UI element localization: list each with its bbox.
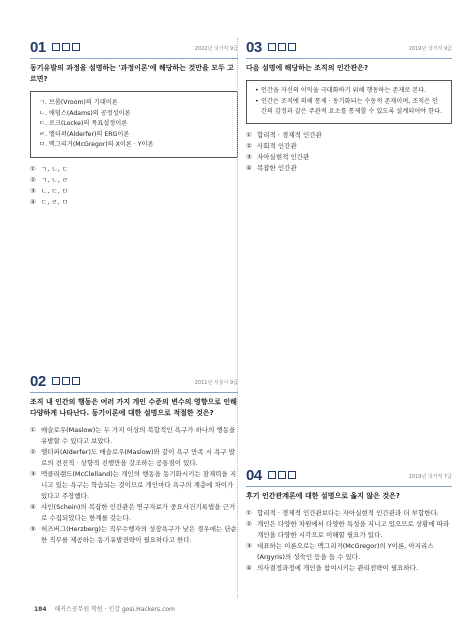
option-number: ④: [30, 197, 36, 206]
option[interactable]: [30, 469, 238, 502]
question-header: [246, 466, 452, 487]
question-number: 04: [246, 467, 262, 484]
option[interactable]: [30, 447, 238, 469]
page-number: 184: [34, 606, 47, 613]
option-number: ③: [246, 542, 252, 550]
choice-box: [30, 91, 238, 158]
option-number: ④: [246, 163, 252, 172]
question-text: 다음 설명에 해당하는 조직의 인간관은?: [246, 64, 369, 72]
option-text: 합리적 · 경제적 인간관: [257, 130, 322, 139]
footer-text: 해커스공무원 학원 · 인강 gosi.Hackers.com: [54, 606, 175, 613]
checkbox-marks: [52, 43, 80, 51]
question-02: [30, 372, 238, 546]
option-number: ③: [30, 186, 36, 195]
option-number: ③: [246, 152, 252, 161]
option[interactable]: [246, 563, 452, 574]
option[interactable]: [30, 425, 238, 447]
option-number: ②: [30, 175, 36, 184]
question-number: 03: [246, 39, 262, 56]
option-number: ④: [246, 564, 252, 572]
question-04: [246, 466, 452, 574]
option[interactable]: [246, 508, 452, 519]
question-source: 2011년 서울시 9급: [194, 380, 238, 386]
description-box: [246, 80, 452, 124]
question-header: [30, 372, 238, 393]
bullet-text: 인간을 자신의 이익을 극대화하기 위해 행동하는 존재로 본다.: [261, 87, 427, 94]
box-item: ㄴ. 애덤스(Adams)의 공정성이론: [39, 109, 131, 117]
options: [246, 508, 452, 574]
question-source: 2019년 국가직 9급: [408, 46, 452, 52]
option[interactable]: [30, 197, 238, 208]
page-footer: [34, 604, 175, 613]
box-item: ㅁ. 맥그리거(McGregor)의 X이론 · Y이론: [39, 141, 154, 148]
option-text: 의사결정과정에 개인을 참여시키는 관리전략이 필요하다.: [257, 564, 419, 572]
option-number: ②: [246, 141, 252, 150]
box-item: ㄱ. 브룸(Vroom)의 기대이론: [39, 99, 118, 106]
option-text: 사회적 인간관: [257, 141, 297, 150]
checkbox-marks: [268, 471, 296, 479]
option-text: ㄱ, ㄴ, ㄷ: [41, 164, 69, 173]
option[interactable]: [246, 519, 452, 541]
option-number: ④: [30, 503, 36, 511]
option-text: 매슬로우(Maslow)는 두 가지 이상의 복합적인 욕구가 하나의 행동을 유발할 수 있다고 보았다.: [41, 426, 236, 445]
bullet-item: • 인간을 자신의 이익을 극대화하기 위해 행동하는 존재로 본다.: [255, 86, 443, 97]
option-text: 맥클리랜드(McClelland)는 개인의 행동을 동기화시키는 잠재력을 지니고 있는 욕구는 학습되는 것이므로 개인마다 욕구의 계층에 차이가 있다고 주장했다.: [41, 470, 237, 500]
option[interactable]: [246, 541, 452, 563]
option-number: ②: [246, 520, 252, 528]
option[interactable]: [246, 130, 452, 141]
option-text: 앨더퍼(Alderfer)도 매슬로우(Maslow)와 같이 욕구 만족 시 욕구 발로의 전진적 · 상향적 진행만을 강조하는 공통점이 있다.: [41, 448, 235, 467]
question-01: [30, 38, 238, 208]
option[interactable]: [246, 163, 452, 174]
question-header: [246, 38, 452, 59]
question-number: 01: [30, 39, 46, 56]
option-number: ②: [30, 448, 36, 456]
option-text: 허즈버그(Herzberg)는 직무수행자의 성장욕구가 낮은 경우에는 단순한 직무를 제공하는 동기유발전략이 필요하다고 한다.: [41, 525, 237, 544]
option-text: 개인은 다양한 차원에서 다양한 특성을 지니고 있으므로 상황에 따라 개인을 다양한 시각으로 이해할 필요가 있다.: [257, 520, 450, 539]
question-text: 후기 인간관계론에 대한 설명으로 옳지 않은 것은?: [246, 492, 400, 500]
question-number: 02: [30, 373, 46, 390]
question-source: 2019년 국가직 7급: [408, 474, 452, 480]
column-divider: [237, 38, 238, 598]
option-text: ㄷ, ㄹ, ㅁ: [41, 197, 69, 206]
box-item: ㄹ. 앨더퍼(Alderfer)의 ERG이론: [39, 130, 130, 138]
option-text: 샤인(Schein)의 복잡한 인간관은 연구자료가 중요사건기록법을 근거로 수집되었다는 한계를 갖는다.: [41, 503, 236, 522]
option[interactable]: [30, 186, 238, 197]
option-text: 합리적 · 경제적 인간관보다는 자아실현적 인간관과 더 부합한다.: [257, 509, 439, 517]
question-text: 조직 내 인간의 행동은 여러 가지 개인 수준의 변수의 영향으로 인해 다양하게 나타난다. 동기이론에 대한 설명으로 적절한 것은?: [30, 398, 237, 417]
option-number: ⑤: [30, 525, 36, 533]
checkbox-marks: [52, 377, 80, 385]
bullet-text: 인간은 조직에 의해 통제 · 동기화되는 수동적 존재이며, 조직은 인간의 감정과 같은 주관적 요소를 통제할 수 있도록 설계되어야 한다.: [261, 97, 443, 115]
option[interactable]: [30, 164, 238, 175]
question-text: 동기유발의 과정을 설명하는 '과정이론'에 해당하는 것만을 모두 고르면?: [30, 64, 234, 83]
option-text: 자아실현적 인간관: [257, 152, 310, 161]
option[interactable]: [246, 141, 452, 152]
option[interactable]: [30, 502, 238, 524]
option-number: ①: [30, 426, 36, 434]
box-item: ㄷ. 로크(Locke)의 목표설정이론: [39, 120, 128, 127]
option-number: ③: [30, 470, 36, 478]
question-header: [30, 38, 238, 59]
question-03: [246, 38, 452, 174]
option[interactable]: [30, 524, 238, 546]
option-number: ①: [246, 130, 252, 139]
question-source: 2022년 국가직 9급: [194, 46, 238, 52]
option-number: ①: [246, 509, 252, 517]
option-text: ㄱ, ㄴ, ㄹ: [41, 175, 69, 184]
bullet-item: • 인간은 조직에 의해 통제 · 동기화되는 수동적 존재이며, 조직은 인간의 감정과 같은 주관적 요소를 통제할 수 있도록 설계되어야 한다.: [255, 97, 443, 118]
option-text: 대표하는 이론으로는 맥그리거(McGregor)의 Y이론, 아지리스(Argyris)의 성숙인 등을 들 수 있다.: [257, 542, 434, 561]
options: [246, 130, 452, 174]
option-text: 복잡한 인간관: [257, 163, 297, 172]
options: [30, 164, 238, 208]
option-number: ①: [30, 164, 36, 173]
option[interactable]: [246, 152, 452, 163]
checkbox-marks: [268, 43, 296, 51]
option[interactable]: [30, 175, 238, 186]
option-text: ㄴ, ㄷ, ㅁ: [41, 186, 69, 195]
options: [30, 425, 238, 546]
